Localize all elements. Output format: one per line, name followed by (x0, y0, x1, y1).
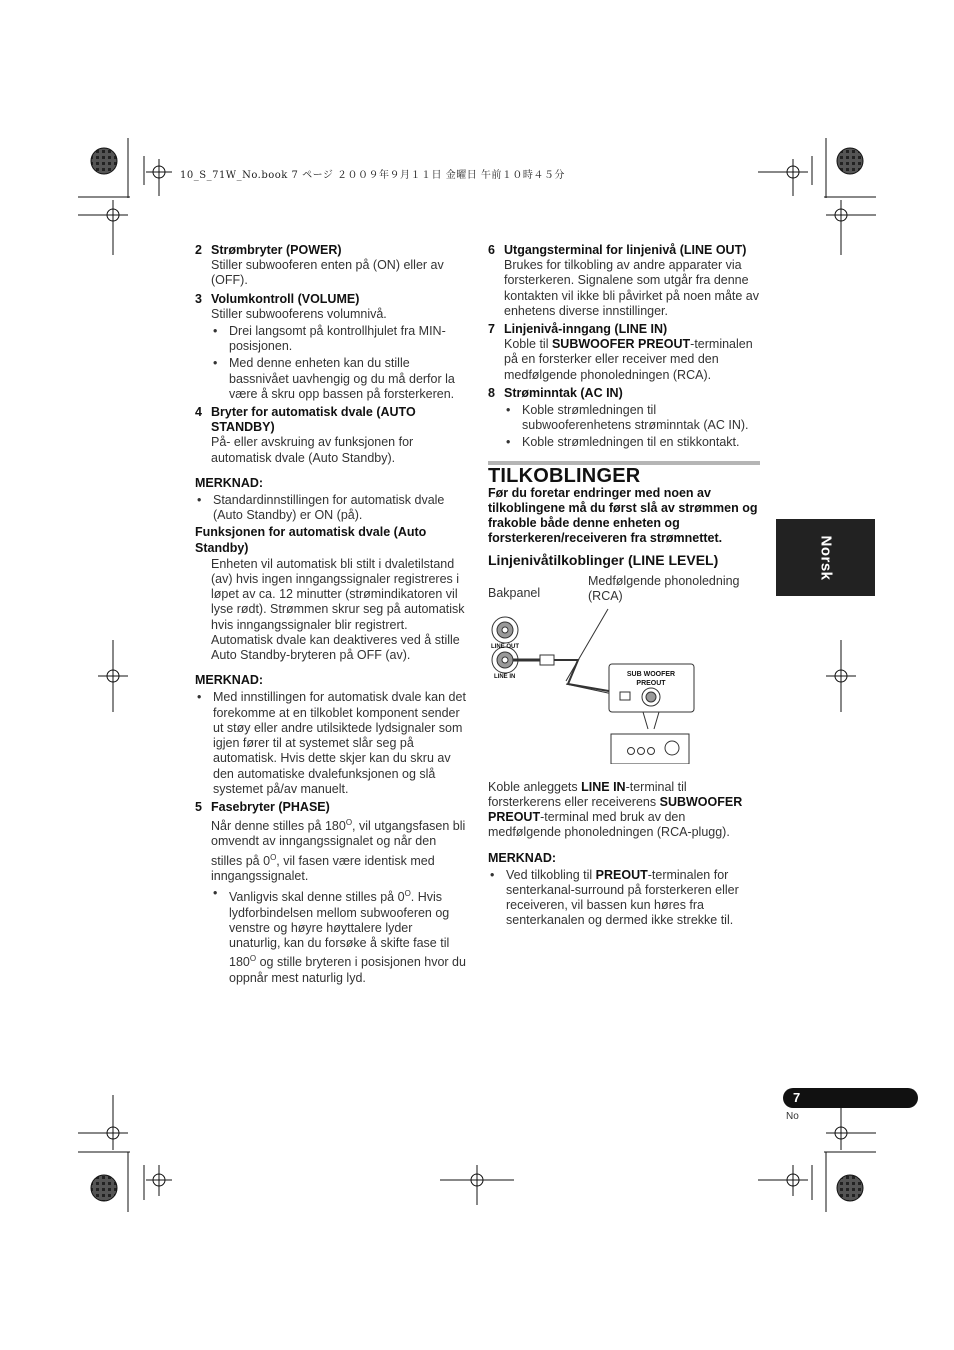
item-8-heading: 8 Strøminntak (AC IN) (488, 385, 623, 400)
item-7-heading: 7 Linjenivå-inngang (LINE IN) (488, 322, 668, 337)
sub-woofer-label: SUB WOOFER (626, 670, 676, 678)
auto-standby-heading: Funksjonen for automatisk dvale (Auto Standby) (195, 525, 427, 555)
item-6-body: Brukes for tilkobling av andre apparater via forsterkeren. Signalene som utgår fra denne kontakten vil ikke bli påvirket på noen måte av enhetens diverse innstillinger. (504, 258, 759, 318)
line-in-label: LINE IN (494, 673, 516, 680)
bullet-item: • Standardinnstillingen for automatisk dvale (Auto Standby) er ON (på). (197, 493, 445, 523)
bullet-item: • Ved tilkobling til PREOUT-terminalen for senterkanal-surround på forsterkeren eller receiveren, vil bassen kun høres fra senterkanalen og dermed ikke strekke til. (490, 867, 739, 928)
bullet-item: • Koble strømledningen til subwooferenhetens strøminntak (AC IN). (506, 403, 749, 433)
auto-standby-body: Enheten vil automatisk bli stilt i dvaletilstand (av) hvis ingen inngangssignaler registreres i løpet av ca. 12 minutter (strømindikatoren vil lyse rødt). Strømmen skrur seg på automatisk hvis inngangssignaler blir registrert. Automatisk dvale kan deaktiveres ved å stille Auto Standby-bryteren på OFF (av). (211, 556, 465, 663)
item-3-body: Stiller subwooferens volumnivå. (211, 306, 387, 321)
bullet-item: • Vanligvis skal denne stilles på $0^O$. Hvis lydforbindelsen mellom subwooferen og venstre og høyre høyttalere lyder unaturlig, kan du forsøke å skifte fase til $180^O$ og stille bryteren i posisjonen hvor du oppnår mest naturlig lyd. (213, 886, 466, 985)
item-7-body: Koble til SUBWOOFER PREOUT-terminalen på en forsterker eller receiver med den medfølgende phonoledningen (RCA). (504, 337, 753, 382)
right-column (488, 240, 760, 929)
rear-panel-label: Bakpanel (488, 585, 541, 600)
bullet-item: • Drei langsomt på kontrollhjulet fra MIN-posisjonen. (213, 324, 446, 354)
diagram-svg (488, 574, 760, 764)
section-intro: Før du foretar endringer med noen av tilkoblingene må du først slå av strømmen og frakoble både denne enheten og forsterkeren/receiveren fra strømnettet. (488, 485, 758, 546)
connection-diagram (488, 574, 760, 764)
item-5-body: Når denne stilles på $180^O$, vil utgangsfasen bli omvendt av inngangssignalet og når den stilles på $0^O$, vil fasen være identisk med inngangssignalet. (211, 818, 466, 884)
receiver-icon (611, 734, 689, 764)
preout-label: PREOUT (636, 679, 666, 687)
item-4-body: På- eller avskruing av funksjonen for automatisk dvale (Auto Standby). (211, 435, 414, 465)
language-code: No (786, 1111, 799, 1122)
item-4-heading: 4 Bryter for automatisk dvale (AUTO STANDBY) (195, 405, 416, 435)
item-2-heading: 2 Strømbryter (POWER) (195, 243, 342, 257)
connection-instructions: Koble anleggets LINE IN-terminal til forsterkerens eller receiverens SUBWOOFER PREOUT-terminal med bruk av den medfølgende phonoledningen (RCA-plugg). (488, 779, 743, 840)
left-column (195, 240, 467, 986)
subsection-title: Linjenivåtilkoblinger (LINE LEVEL) (488, 551, 719, 568)
note-label: MERKNAD: (488, 850, 557, 865)
language-tab-label: Norsk (817, 534, 834, 581)
book-header: 10_S_71W_No.book 7 ページ ２００９年９月１１日 金曜日 午前１０時４５分 (180, 170, 565, 181)
section-title: TILKOBLINGER (488, 464, 641, 487)
language-tab (776, 519, 875, 596)
bullet-item: • Med denne enheten kan du stille bassnivået uavhengig og du må derfor la være å skru opp bassen på forsterkeren. (213, 356, 455, 401)
line-out-label: LINE OUT (491, 643, 519, 650)
page-number: 7 (793, 1090, 801, 1105)
note-label: MERKNAD: (195, 673, 264, 688)
note-label: MERKNAD: (195, 475, 264, 490)
item-6-heading: 6 Utgangsterminal for linjenivå (LINE OUT) (488, 243, 747, 257)
bullet-item: • Med innstillingen for automatisk dvale kan det forekomme at en tilkoblet komponent sender ut støy eller andre utilsiktede lydsignaler som igjen fører til at systemet slår seg på automatisk. Hvis dette skjer kan du skru av den automatiske dvalefunksjonen og slå systemet på/av manuelt. (197, 690, 466, 796)
bullet-item: • Koble strømledningen til en stikkontakt. (506, 435, 740, 450)
item-2-body: Stiller subwooferen enten på (ON) eller av (OFF). (211, 258, 444, 288)
item-5-heading: 5 Fasebryter (PHASE) (195, 799, 330, 814)
page-number-badge (783, 1088, 918, 1108)
item-3-heading: 3 Volumkontroll (VOLUME) (195, 291, 360, 306)
cable-label: Medfølgende phonoledning (RCA) (588, 573, 740, 603)
